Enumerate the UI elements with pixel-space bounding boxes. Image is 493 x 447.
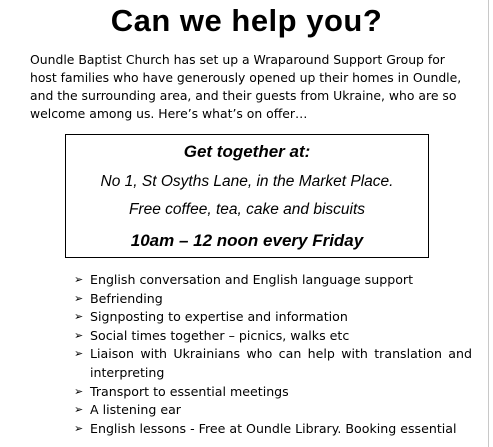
offer-text: Social times together – picnics, walks etc (90, 327, 350, 343)
offer-text: A listening ear (90, 402, 181, 418)
offer-text: Signposting to expertise and information (90, 309, 348, 325)
offer-item (74, 290, 472, 309)
arrow-bullet-icon: ➢ (74, 421, 84, 435)
arrow-bullet-icon: ➢ (74, 291, 84, 305)
arrow-bullet-icon: ➢ (74, 384, 84, 398)
meeting-info-box (65, 134, 429, 258)
arrow-bullet-icon: ➢ (74, 328, 84, 342)
meeting-address: No 1, St Osyths Lane, in the Market Place. (100, 173, 394, 190)
offer-item (74, 420, 472, 439)
offer-item (74, 383, 472, 402)
offer-item (74, 401, 472, 420)
offer-text: Transport to essential meetings (90, 383, 289, 399)
offer-item (74, 271, 472, 290)
offer-text: English lessons - Free at Oundle Library. Booking essential (90, 420, 457, 436)
meeting-refreshments: Free coffee, tea, cake and biscuits (128, 201, 366, 218)
offer-item (74, 327, 472, 346)
offer-text: Befriending (90, 290, 163, 306)
meeting-time: 10am – 12 noon every Friday (130, 231, 364, 250)
intro-paragraph: Oundle Baptist Church has set up a Wraparound Support Group for host families who have generously opened up their homes in Oundle, and the surrounding area, and their guests from Ukraine, who are so welcome among us. Here’s what’s on offer… (30, 52, 462, 121)
offers-list (74, 271, 472, 438)
arrow-bullet-icon: ➢ (74, 310, 84, 324)
arrow-bullet-icon: ➢ (74, 273, 84, 286)
page-title: Can we help you? (110, 3, 383, 38)
offer-text: English conversation and English language support (90, 272, 414, 287)
offer-item (74, 345, 472, 382)
arrow-bullet-icon: ➢ (74, 403, 84, 417)
arrow-bullet-icon: ➢ (74, 347, 84, 361)
offer-text: Liaison with Ukrainians who can help with translation and interpreting (90, 346, 472, 380)
page-edge (488, 0, 489, 447)
meeting-heading: Get together at: (183, 142, 311, 161)
offer-item (74, 308, 472, 327)
